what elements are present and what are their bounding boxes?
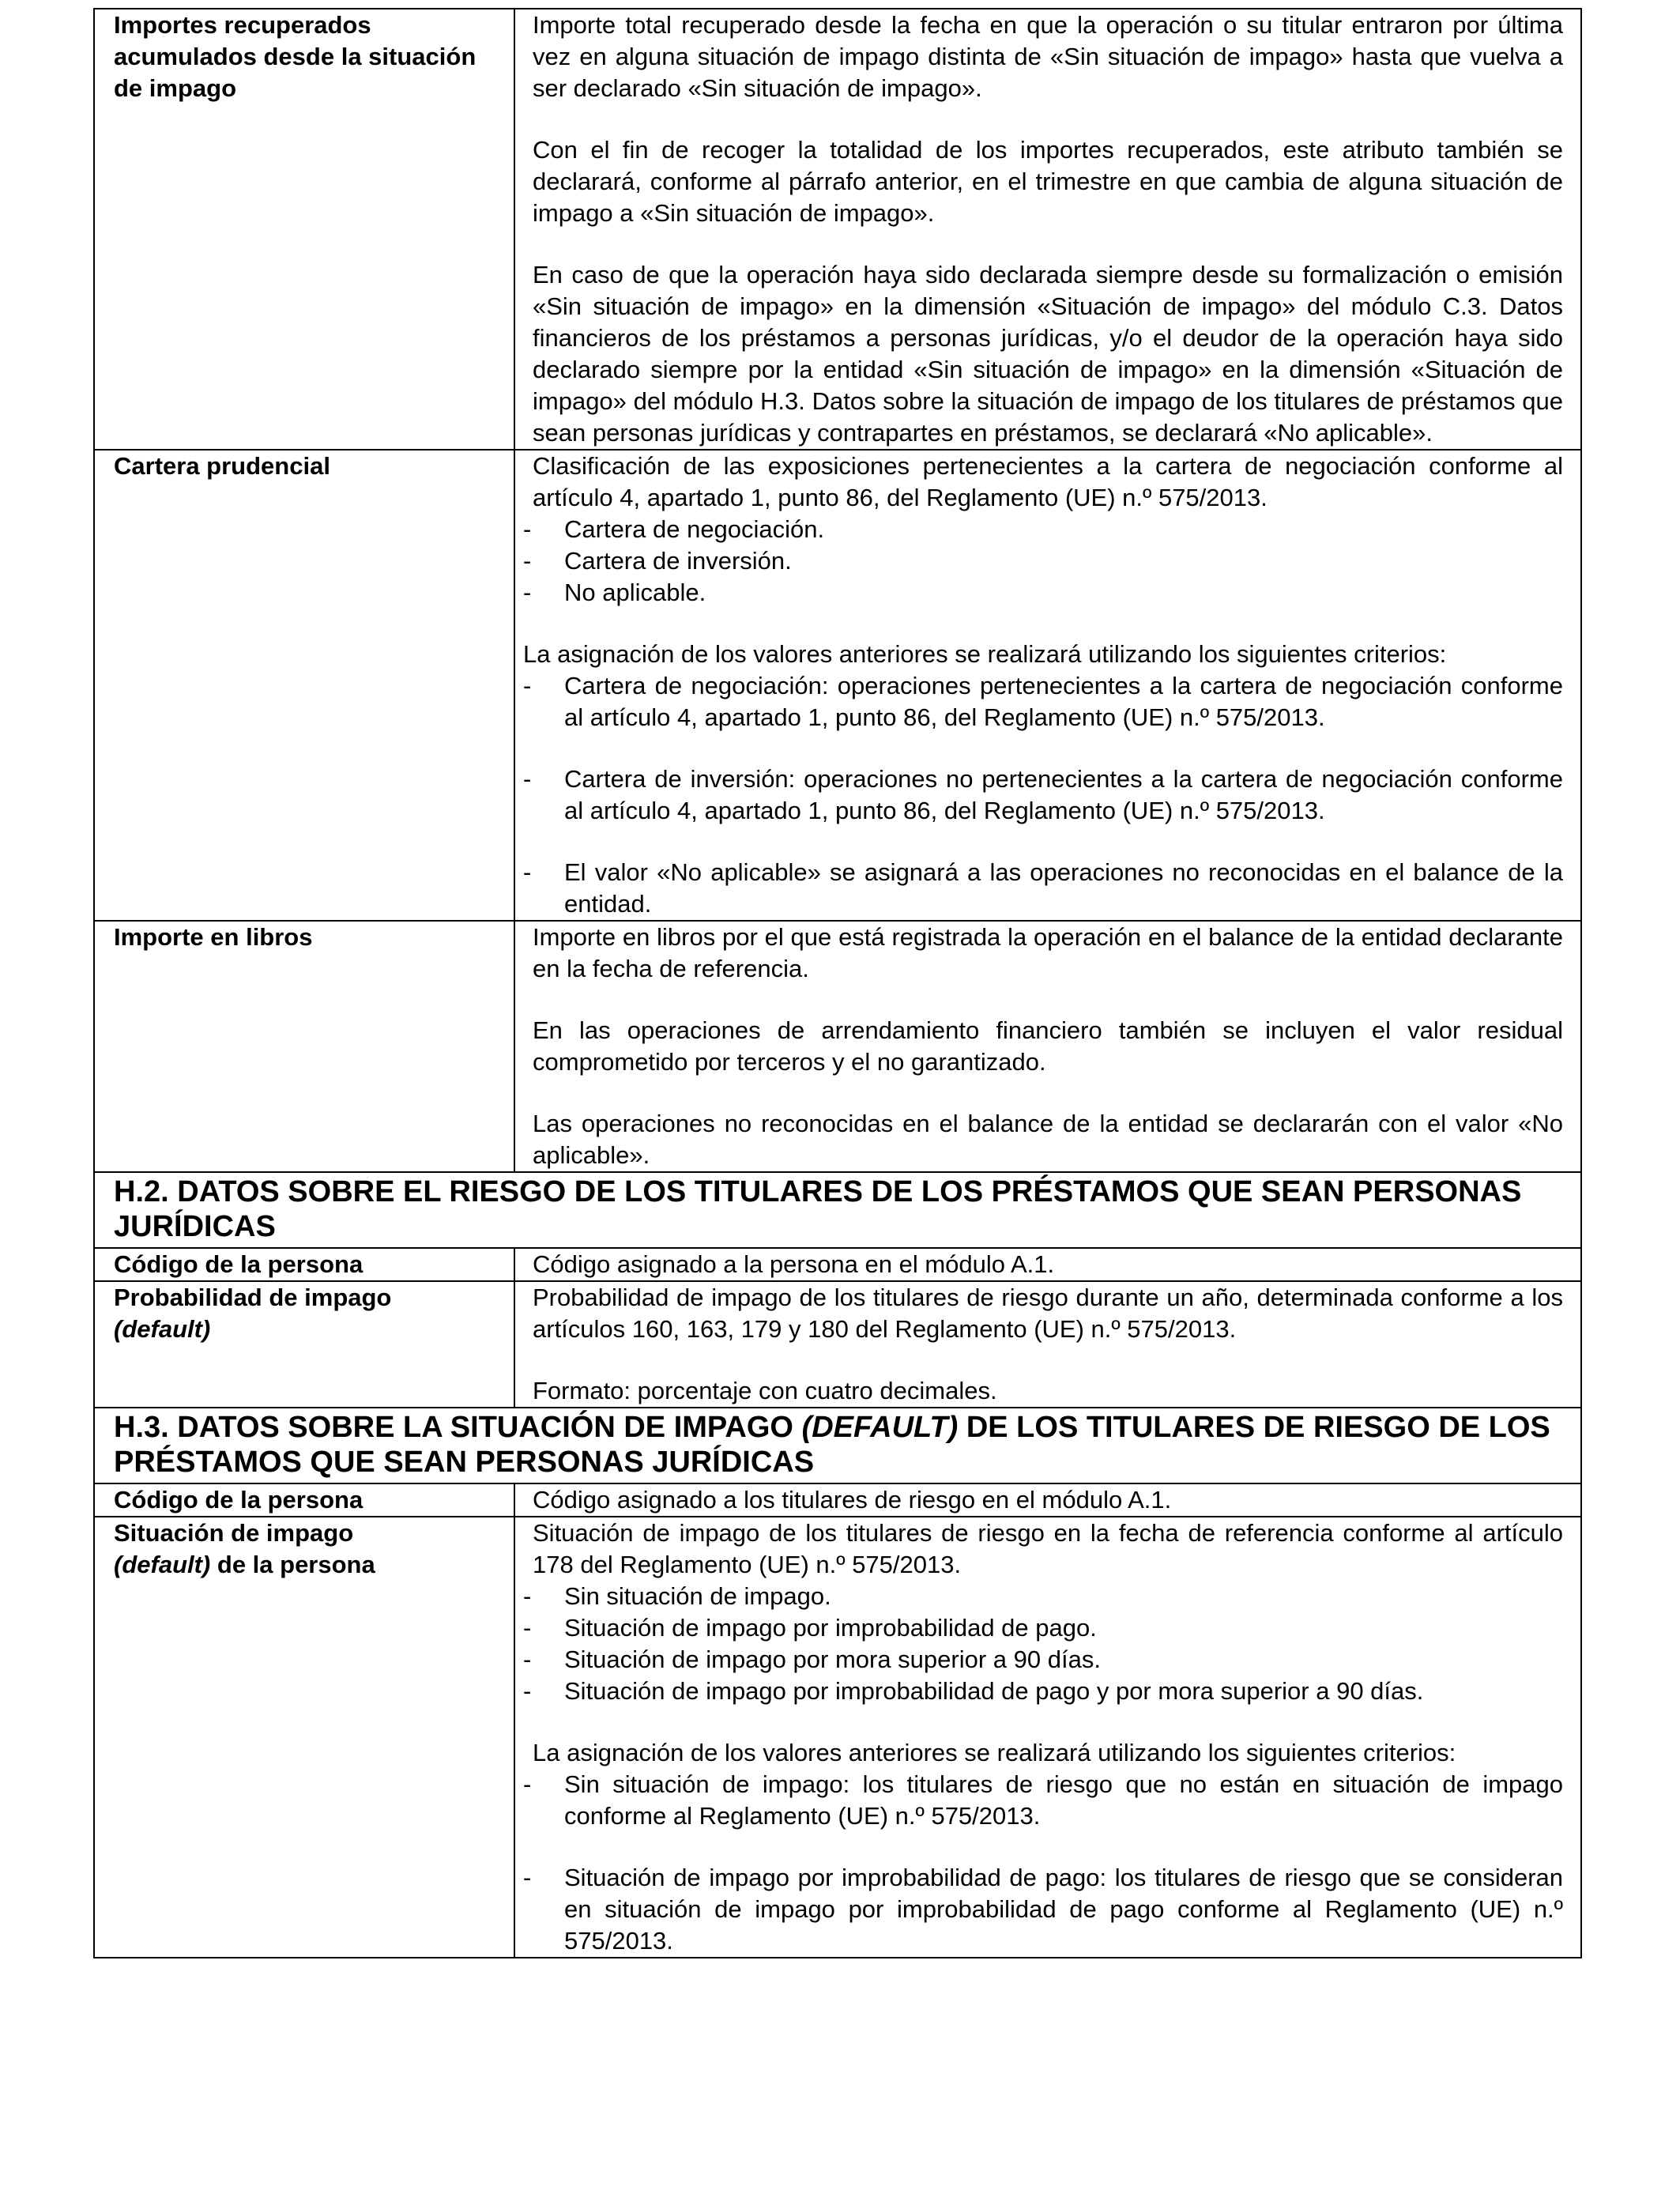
format-note: Formato: porcentaje con cuatro decimales. bbox=[533, 1377, 997, 1404]
attribute-label: Código de la persona bbox=[94, 1248, 514, 1281]
list-item: - El valor «No aplicable» se asignará a las operaciones no reconocidas en el balance de la entidad. bbox=[523, 857, 1563, 920]
attribute-description bbox=[514, 1281, 1581, 1408]
criteria-list bbox=[523, 670, 1563, 920]
description-paragraph: En las operaciones de arrendamiento financiero también se incluyen el valor residual comprometido por terceros y el no garantizado. bbox=[533, 1016, 1563, 1076]
attribute-label bbox=[94, 1517, 514, 1958]
section-header-row bbox=[94, 1172, 1581, 1248]
section-header-row bbox=[94, 1408, 1581, 1483]
table-row bbox=[94, 1248, 1581, 1281]
table-row bbox=[94, 921, 1581, 1172]
attribute-description bbox=[514, 9, 1581, 450]
list-item: - Situación de impago por improbabilidad de pago. bbox=[523, 1612, 1563, 1644]
section-title-h2: H.2. DATOS SOBRE EL RIESGO DE LOS TITULARES DE LOS PRÉSTAMOS QUE SEAN PERSONAS JURÍDICAS bbox=[94, 1172, 1581, 1248]
label-sub-rest: de la persona bbox=[210, 1551, 375, 1578]
description-paragraph: Clasificación de las exposiciones pertenecientes a la cartera de negociación conforme al artículo 4, apartado 1, punto 86, del Reglamento (UE) n.º 575/2013. bbox=[533, 452, 1563, 511]
table-row bbox=[94, 1483, 1581, 1517]
title-part: H.3. DATOS SOBRE LA SITUACIÓN DE IMPAGO bbox=[114, 1411, 802, 1444]
criteria-list bbox=[523, 1769, 1563, 1957]
description-paragraph: Importe total recuperado desde la fecha en que la operación o su titular entraron por última vez en alguna situación de impago distinta de «Sin situación de impago» hasta que vuelva a ser declarado «Sin situación de impago». bbox=[533, 11, 1563, 102]
attribute-description bbox=[514, 1517, 1581, 1958]
table-row bbox=[94, 450, 1581, 921]
definitions-table bbox=[93, 8, 1582, 1958]
description-paragraph: Importe en libros por el que está registrada la operación en el balance de la entidad declarante en la fecha de referencia. bbox=[533, 923, 1563, 982]
section-title-h3 bbox=[94, 1408, 1581, 1483]
values-list bbox=[523, 514, 1563, 609]
attribute-description: Código asignado a la persona en el módulo A.1. bbox=[514, 1248, 1581, 1281]
title-part: DE LOS TITULARES DE RIESGO DE LOS PRÉSTAMOS QUE SEAN PERSONAS JURÍDICAS bbox=[114, 1411, 1550, 1479]
label-sub bbox=[114, 1549, 506, 1581]
attribute-description: Código asignado a los titulares de riesgo en el módulo A.1. bbox=[514, 1483, 1581, 1517]
attribute-label: Código de la persona bbox=[94, 1483, 514, 1517]
attribute-label: Importe en libros bbox=[94, 921, 514, 1172]
description-paragraph: En caso de que la operación haya sido declarada siempre desde su formalización o emisión «Sin situación de impago» en la dimensión «Situación de impago» del módulo C.3. Datos financieros de los préstamos a personas jurídicas, y/o el deudor de la operación haya sido declarado siempre por la entidad «Sin situación de impago» en la dimensión «Situación de impago» del módulo H.3. Datos sobre la situación de impago de los titulares de préstamos que sean personas jurídicas y contrapartes en préstamos, se declarará «No aplicable». bbox=[533, 261, 1563, 447]
list-item: - Sin situación de impago: los titulares de riesgo que no están en situación de impago conforme al Reglamento (UE) n.º 575/2013. bbox=[523, 1769, 1563, 1832]
attribute-label: Cartera prudencial bbox=[94, 450, 514, 921]
list-item: - Cartera de negociación: operaciones pertenecientes a la cartera de negociación conforme al artículo 4, apartado 1, punto 86, del Reglamento (UE) n.º 575/2013. bbox=[523, 670, 1563, 733]
attribute-label: Importes recuperados acumulados desde la situación de impago bbox=[94, 9, 514, 450]
title-part-italic: (DEFAULT) bbox=[801, 1411, 959, 1444]
criteria-intro: La asignación de los valores anteriores se realizará utilizando los siguientes criterios: bbox=[523, 640, 1447, 668]
list-item: - Situación de impago por mora superior a 90 días. bbox=[523, 1644, 1563, 1676]
label-sub: (default) bbox=[114, 1315, 211, 1343]
table-row bbox=[94, 1281, 1581, 1408]
criteria-intro: La asignación de los valores anteriores se realizará utilizando los siguientes criterios: bbox=[533, 1739, 1456, 1766]
list-item: - Cartera de inversión: operaciones no pertenecientes a la cartera de negociación conforme al artículo 4, apartado 1, punto 86, del Reglamento (UE) n.º 575/2013. bbox=[523, 763, 1563, 827]
label-sub-italic: (default) bbox=[114, 1551, 211, 1578]
table-row bbox=[94, 9, 1581, 450]
description-paragraph: Las operaciones no reconocidas en el balance de la entidad se declararán con el valor «No aplicable». bbox=[533, 1110, 1563, 1169]
description-paragraph: Situación de impago de los titulares de riesgo en la fecha de referencia conforme al artículo 178 del Reglamento (UE) n.º 575/2013. bbox=[533, 1519, 1563, 1578]
attribute-label bbox=[94, 1281, 514, 1408]
label-main: Probabilidad de impago bbox=[114, 1284, 392, 1311]
list-item: - Sin situación de impago. bbox=[523, 1581, 1563, 1612]
attribute-description bbox=[514, 921, 1581, 1172]
list-item: - Situación de impago por improbabilidad de pago: los titulares de riesgo que se consideran en situación de impago por improbabilidad de pago conforme al Reglamento (UE) n.º 575/2013. bbox=[523, 1862, 1563, 1957]
label-main: Situación de impago bbox=[114, 1519, 354, 1547]
description-paragraph: Probabilidad de impago de los titulares de riesgo durante un año, determinada conforme a los artículos 160, 163, 179 y 180 del Reglamento (UE) n.º 575/2013. bbox=[533, 1284, 1563, 1343]
list-item: - No aplicable. bbox=[523, 577, 1563, 609]
attribute-description bbox=[514, 450, 1581, 921]
list-item: - Cartera de negociación. bbox=[523, 514, 1563, 545]
description-paragraph: Con el fin de recoger la totalidad de los importes recuperados, este atributo también se declarará, conforme al párrafo anterior, en el trimestre en que cambia de alguna situación de impago a «Sin situación de impago». bbox=[533, 136, 1563, 227]
table-row bbox=[94, 1517, 1581, 1958]
list-item: - Situación de impago por improbabilidad de pago y por mora superior a 90 días. bbox=[523, 1676, 1563, 1707]
list-item: - Cartera de inversión. bbox=[523, 545, 1563, 577]
values-list bbox=[523, 1581, 1563, 1707]
